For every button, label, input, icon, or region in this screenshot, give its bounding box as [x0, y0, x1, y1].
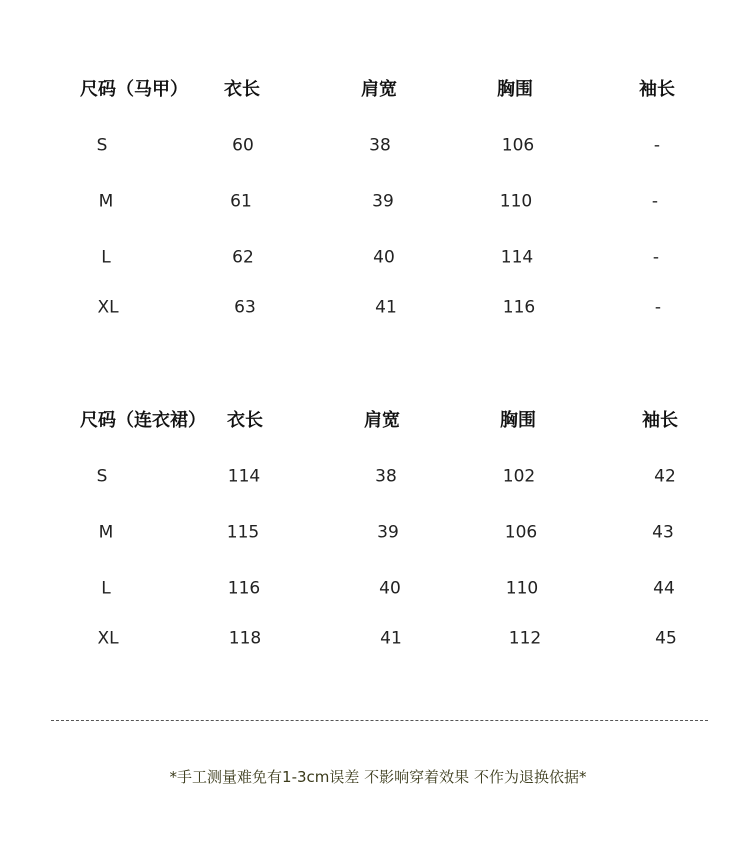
cell-size: XL	[97, 297, 119, 318]
cell-chest: 110	[499, 191, 533, 212]
cell-chest: 110	[505, 578, 539, 599]
cell-shoulder: 38	[369, 135, 391, 156]
cell-shoulder: 38	[375, 466, 397, 487]
header-size: 尺码（马甲）	[80, 79, 188, 100]
cell-size: L	[101, 578, 111, 599]
cell-size: M	[98, 522, 114, 543]
cell-shoulder: 41	[375, 297, 397, 318]
header-sleeve: 袖长	[642, 410, 678, 431]
cell-size: XL	[97, 628, 119, 649]
header-length: 衣长	[224, 79, 260, 100]
cell-length: 60	[232, 135, 254, 156]
cell-length: 115	[226, 522, 260, 543]
cell-sleeve: -	[651, 191, 659, 212]
cell-length: 118	[228, 628, 262, 649]
header-sleeve: 袖长	[639, 79, 675, 100]
cell-sleeve: 44	[653, 578, 675, 599]
cell-chest: 102	[502, 466, 536, 487]
cell-shoulder: 39	[377, 522, 399, 543]
header-length: 衣长	[227, 410, 263, 431]
cell-length: 61	[230, 191, 252, 212]
cell-sleeve: -	[653, 135, 661, 156]
cell-chest: 112	[508, 628, 542, 649]
cell-length: 62	[232, 247, 254, 268]
cell-length: 63	[234, 297, 256, 318]
dashed-divider	[51, 720, 708, 721]
cell-chest: 116	[502, 297, 536, 318]
cell-sleeve: 43	[652, 522, 674, 543]
cell-length: 116	[227, 578, 261, 599]
header-chest: 胸围	[497, 79, 533, 100]
measurement-disclaimer: *手工测量难免有1-3cm误差 不影响穿着效果 不作为退换依据*	[169, 768, 587, 786]
cell-shoulder: 40	[379, 578, 401, 599]
cell-size: L	[101, 247, 111, 268]
cell-sleeve: 42	[654, 466, 676, 487]
cell-sleeve: 45	[655, 628, 677, 649]
cell-length: 114	[227, 466, 261, 487]
cell-shoulder: 41	[380, 628, 402, 649]
cell-sleeve: -	[652, 247, 660, 268]
cell-size: M	[98, 191, 114, 212]
header-shoulder: 肩宽	[364, 410, 400, 431]
cell-size: S	[96, 135, 108, 156]
cell-shoulder: 40	[373, 247, 395, 268]
cell-chest: 106	[501, 135, 535, 156]
cell-size: S	[96, 466, 108, 487]
header-size: 尺码（连衣裙）	[80, 410, 206, 431]
cell-chest: 106	[504, 522, 538, 543]
cell-shoulder: 39	[372, 191, 394, 212]
header-shoulder: 肩宽	[361, 79, 397, 100]
cell-chest: 114	[500, 247, 534, 268]
cell-sleeve: -	[654, 297, 662, 318]
header-chest: 胸围	[500, 410, 536, 431]
